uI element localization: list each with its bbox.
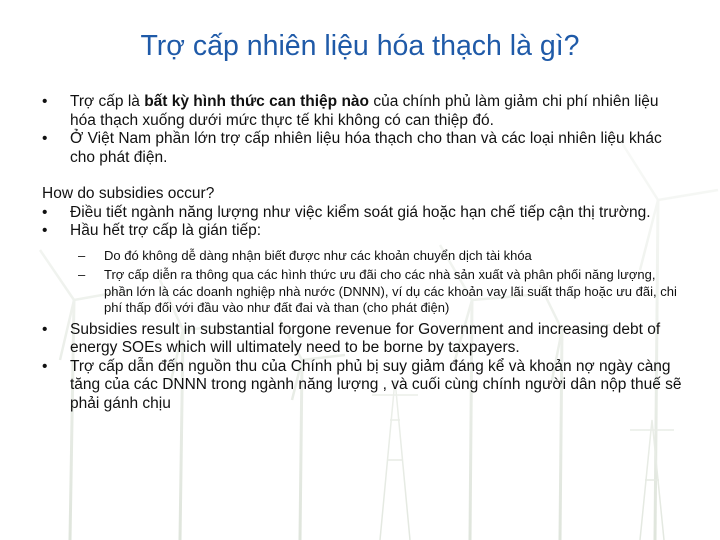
bullet-text: Điều tiết ngành năng lượng như việc kiểm soát giá hoặc hạn chế tiếp cận thị trường.: [70, 203, 651, 221]
bullet-icon: •: [42, 203, 48, 221]
bullet-text: Ở Việt Nam phần lớn trợ cấp nhiên liệu hóa thạch cho than và các loại nhiên liệu khác cho phát điện.: [70, 130, 662, 166]
sub-bullet-not-easy: [42, 248, 682, 265]
bullet-icon: •: [42, 320, 48, 338]
dash-icon: –: [78, 267, 86, 282]
bullet-icon: •: [42, 130, 48, 147]
bullet-text: Trợ cấp dẫn đến nguồn thu của Chính phủ bị suy giảm đáng kể và khoản nợ ngày càng tăng của các DNNN trong ngành năng lượng , và cuối cùng chính người dân nộp thuế sẽ phải gánh chịu: [70, 357, 682, 412]
bullet-subsidy-definition: [42, 93, 682, 130]
sub-bullet-text: Trợ cấp diễn ra thông qua các hình thức ưu đãi cho các nhà sản xuất và phân phối năng lượng, phần lớn là các doanh nghiệp nhà nước (DNNN), ví dụ các khoản vay lãi suất thấp hoặc ưu đãi, chi phí thấp đối với đầu vào như đất đai và than (cho phát điện): [104, 267, 677, 315]
sub-bullet-text: Do đó không dễ dàng nhận biết được như các khoản chuyển dịch tài khóa: [104, 247, 532, 263]
bullet-vietnam-subsidy: [42, 130, 682, 167]
bullet-regulation: [42, 204, 682, 223]
sub-bullet-incentives: [42, 267, 682, 317]
bullet-indirect: [42, 222, 682, 241]
bullet-text-bold: bất kỳ hình thức can thiệp nào: [144, 93, 370, 110]
bullet-text: Subsidies result in substantial forgone revenue for Government and increasing debt of energy SOEs which will ultimately need to be borne by taxpayers.: [70, 320, 661, 356]
bullet-forgone-revenue: [42, 321, 682, 358]
bullet-icon: •: [42, 357, 48, 375]
bullet-text-before: Trợ cấp là: [70, 93, 145, 110]
bullet-revenue-decline: [42, 358, 682, 414]
slide-title: Trợ cấp nhiên liệu hóa thạch là gì?: [140, 30, 580, 62]
bullet-text-after: của chính phủ làm giảm chi phí nhiên liệu hóa thạch xuống dưới mức thực tế khi không có can thiệp đó.: [70, 93, 659, 129]
dash-icon: –: [78, 247, 86, 263]
section-heading: How do subsidies occur?: [42, 185, 215, 202]
bullet-text: Hầu hết trợ cấp là gián tiếp:: [70, 222, 262, 239]
slide-body: [42, 93, 682, 413]
bullet-icon: •: [42, 93, 48, 110]
bullet-icon: •: [42, 222, 48, 239]
